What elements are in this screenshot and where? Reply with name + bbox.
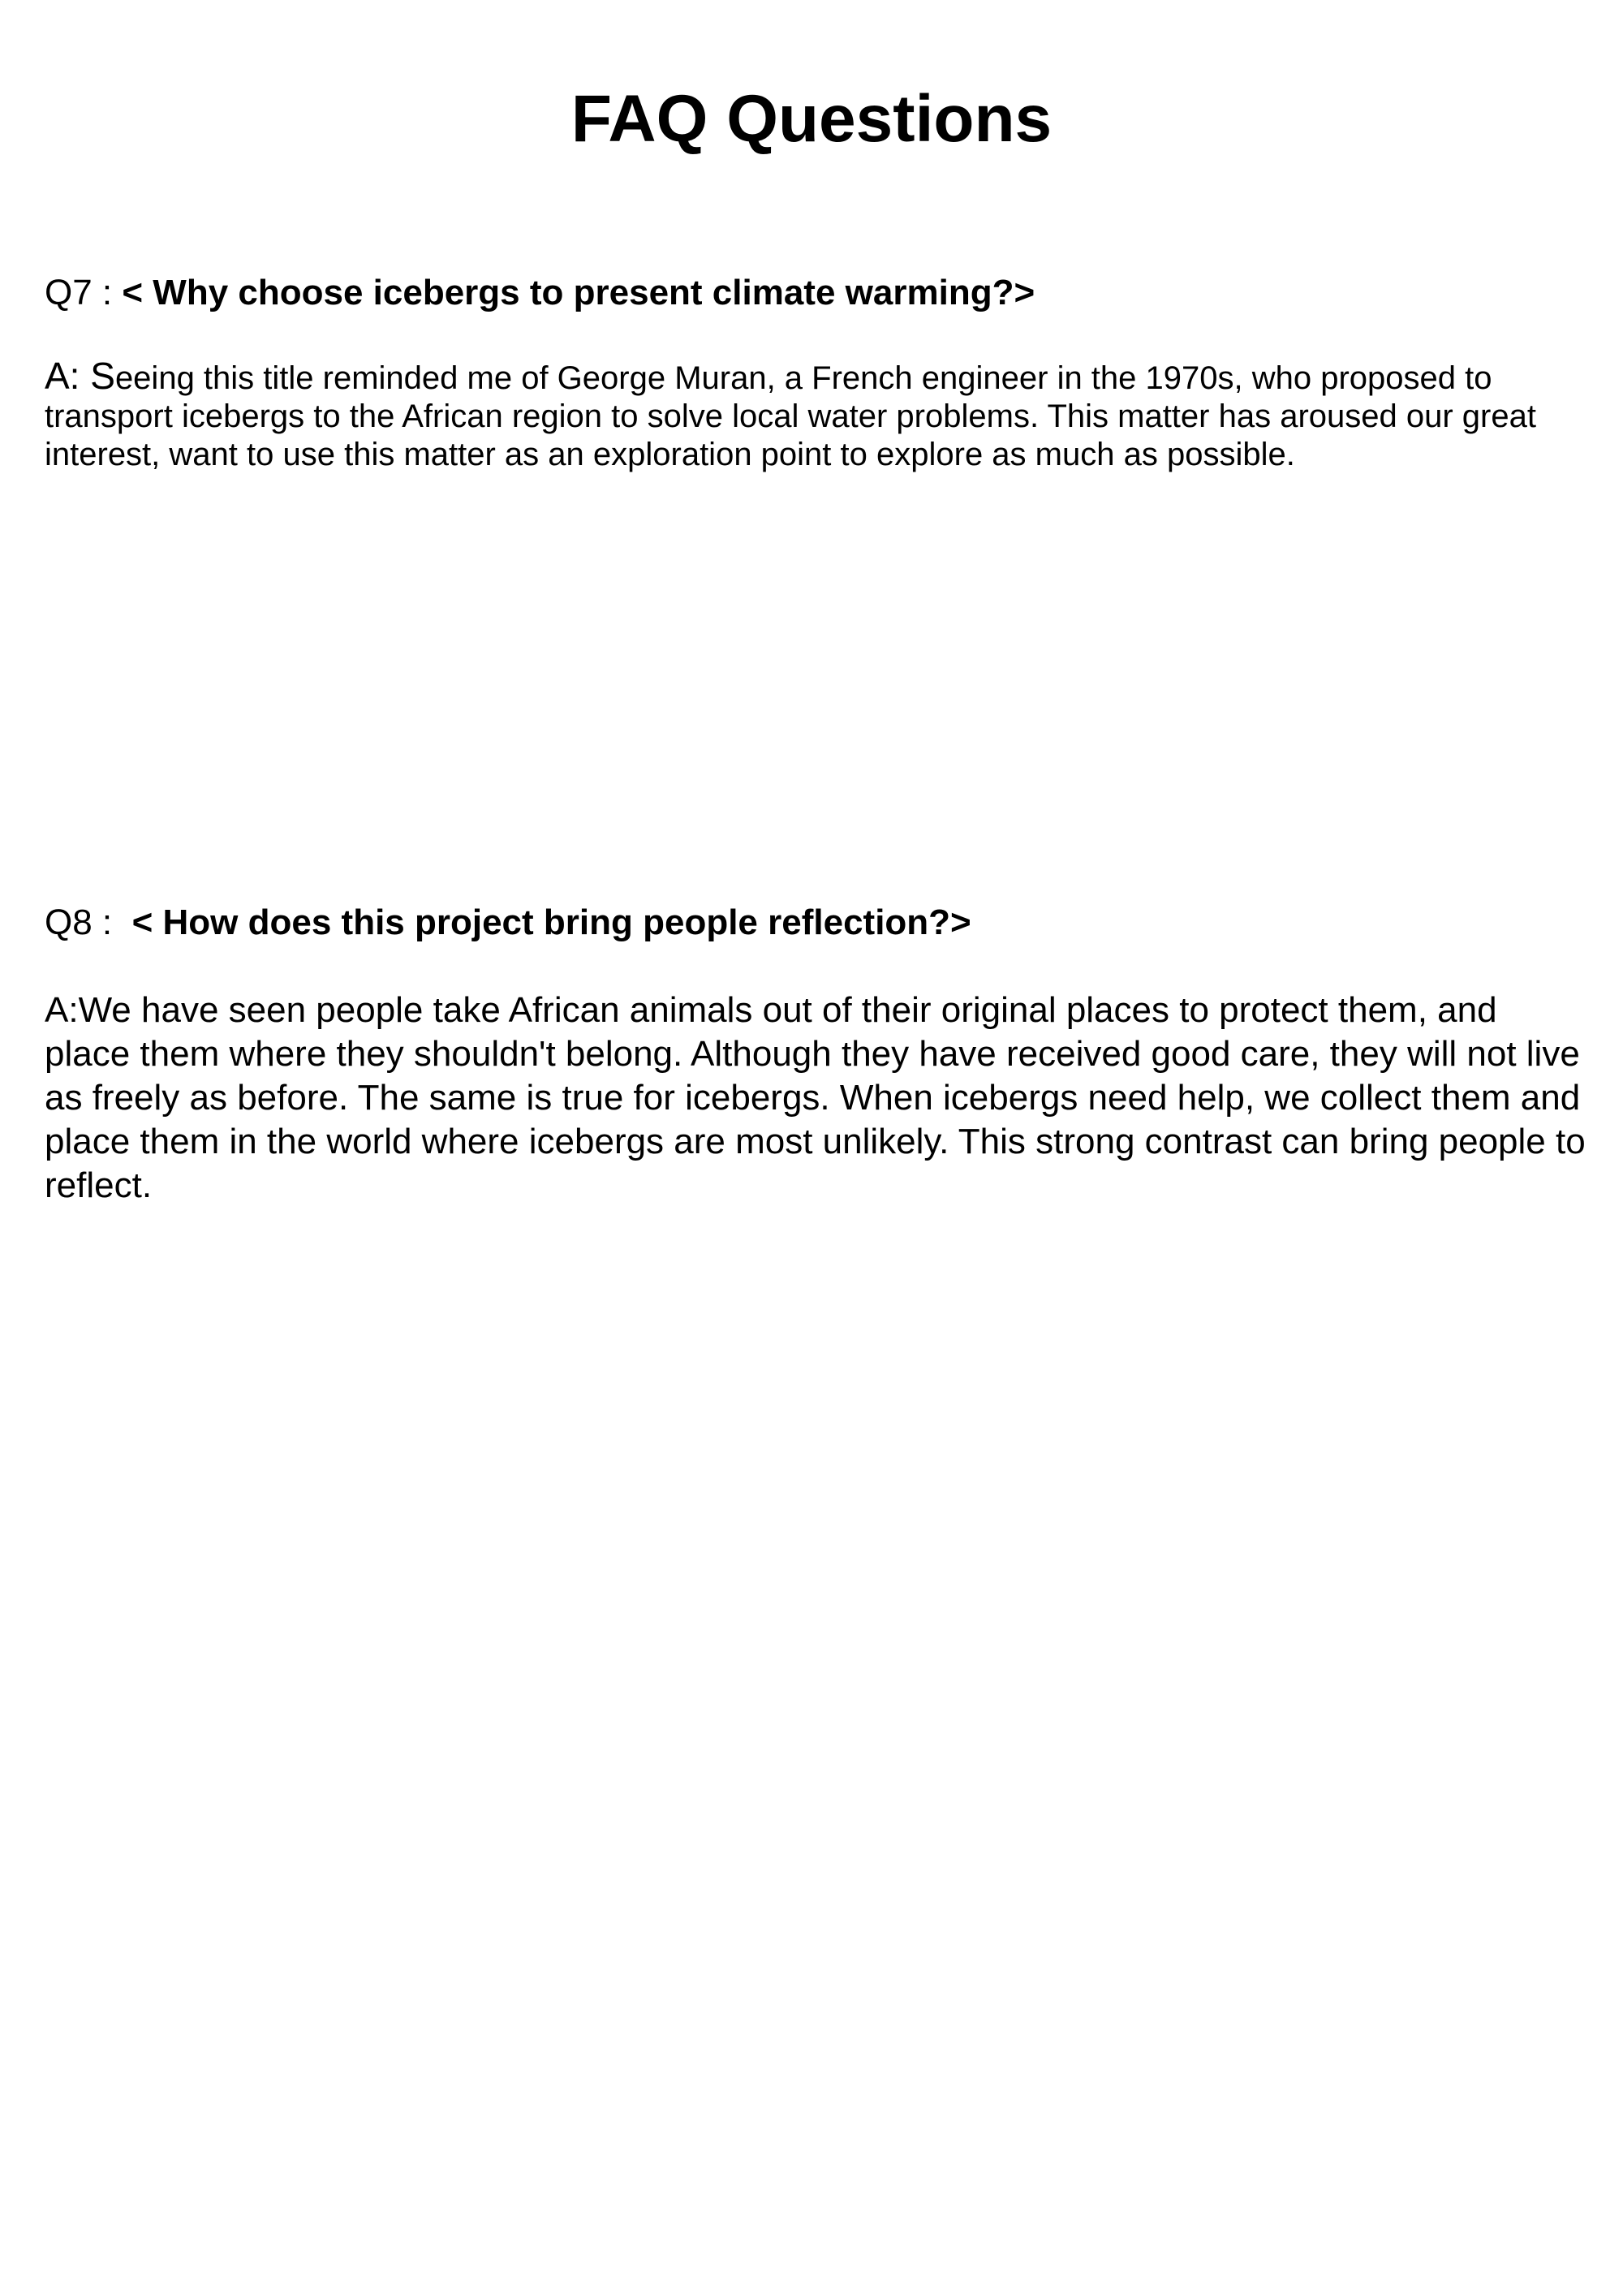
faq-question-q8 (45, 902, 1586, 945)
answer-text: eeing this title reminded me of George Muran, a French engineer in the 1970s, who proposed to transport icebergs to the African region to solve local water problems. This matter has aroused our great interest, want to use this matter as an exploration point to explore as much as possible. (45, 360, 1536, 472)
faq-answer-q7 (45, 357, 1591, 474)
faq-answer-q8: A:We have seen people take African animals out of their original places to protect them, and place them where they shouldn't belong. Although they have received good care, they will not live as freely as before. The same is true for icebergs. When icebergs need help, we collect them and place them in the world where icebergs are most unlikely. This strong contrast can bring people to reflect. (45, 990, 1586, 1205)
question-text: < How does this project bring people reflection?> (131, 902, 971, 942)
faq-question-q7 (45, 272, 1586, 315)
answer-lead: A: S (45, 355, 115, 397)
page-title: FAQ Questions (570, 82, 1053, 156)
question-text: < Why choose icebergs to present climate warming?> (122, 273, 1035, 312)
question-label: Q7 : (45, 273, 123, 312)
question-label: Q8 : (45, 902, 132, 942)
